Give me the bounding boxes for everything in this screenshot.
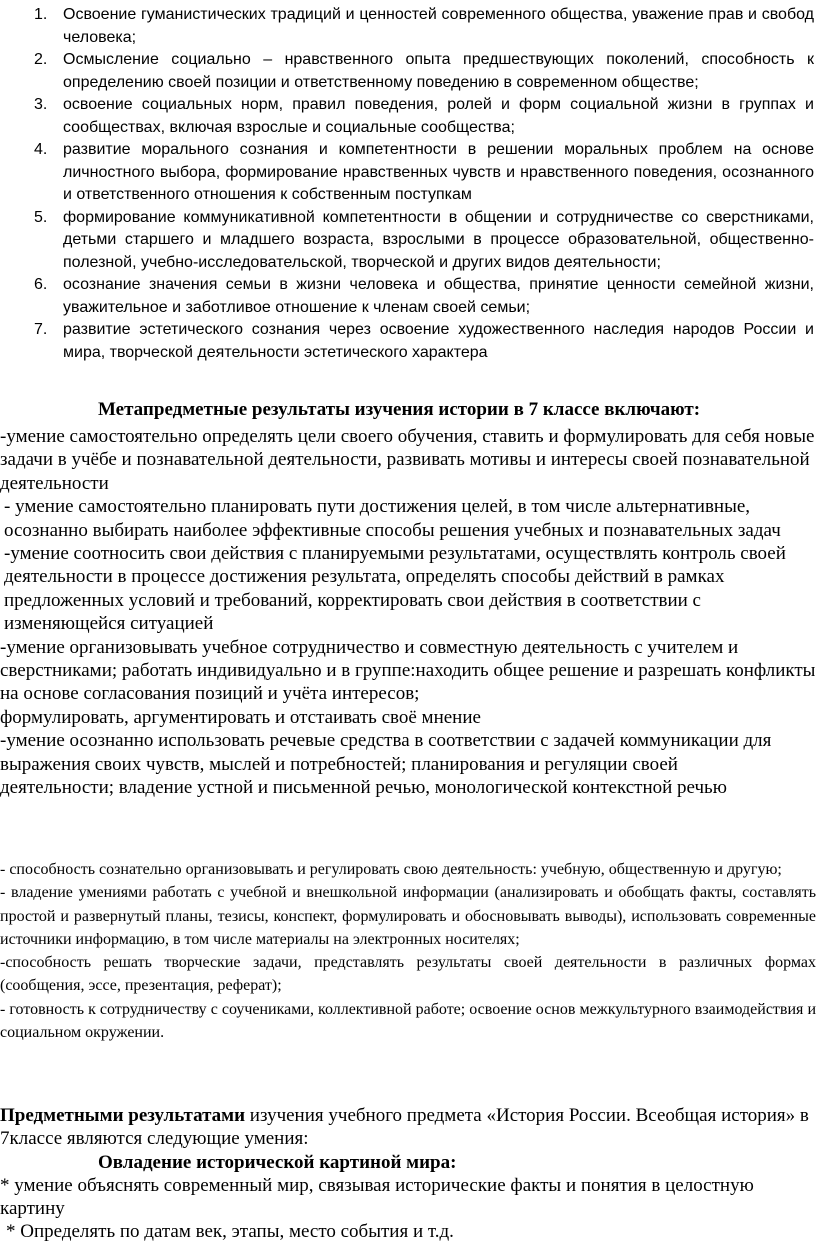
meta-results-block (0, 425, 816, 800)
meta-paragraph: - умение самостоятельно планировать пути достижения целей, в том числе альтернативные, осознанно выбирать наиболее эффективные способы решения учебных и познавательных задач (4, 496, 781, 541)
list-item (0, 319, 816, 364)
list-item-text: Освоение гуманистических традиций и ценностей современного общества, уважение прав и свобод человека; (63, 6, 814, 46)
list-number: 3. (34, 96, 48, 113)
subject-intro (0, 1104, 816, 1151)
personal-results-list (0, 4, 816, 364)
list-item (0, 4, 816, 49)
meta-paragraph: -умение соотносить свои действия с планируемыми результатами, осуществлять контроль своей деятельности в процессе достижения результата, определять способы действий в рамках предложенных условий и требований, корректировать свои действия в соответствии с изменяющейся ситуацией (4, 543, 786, 635)
meta-small-paragraph: -способность решать творческие задачи, представлять результаты своей деятельности в различных формах (сообщения, эссе, презентация, реферат); (0, 954, 816, 995)
list-item-text: Осмысление социально – нравственного опыта предшествующих поколений, способность к определению своей позиции и ответственному поведению в современном обществе; (63, 51, 814, 91)
subject-intro-rest: изучения учебного предмета «История России. Всеобщая история» в 7классе являются следующие умения: (0, 1105, 809, 1150)
list-item (0, 274, 816, 319)
meta-paragraph: деятельности; владение устной и письменной речью, монологической контекстной речью (0, 777, 727, 799)
list-number: 5. (34, 208, 48, 226)
list-item-text: развитие морального сознания и компетентности в решении моральных проблем на основе личностного выбора, формирование нравственных чувств и нравственного поведения, осознанного и ответственного отношения к собственным поступкам (63, 141, 814, 203)
meta-paragraph: -умение осознанно использовать речевые средства в соответствии с задачей коммуникации для выражения своих чувств, мыслей и потребностей; планирования и регуляции своей (0, 730, 772, 775)
meta-small-paragraph: - способность сознательно организовывать и регулировать свою деятельность: учебную, общественную и другую; (0, 861, 782, 878)
list-number: 1. (34, 6, 48, 23)
list-item-text: развитие эстетического сознания через освоение художественного наследия народов России и мира, творческой деятельности эстетического характера (63, 321, 814, 361)
meta-small-paragraph: - готовность к сотрудничеству с соучениками, коллективной работе; освоение основ межкультурного взаимодействия и социальном окружении. (0, 1000, 816, 1042)
meta-paragraph: -умение организовывать учебное сотрудничество и совместную деятельность с учителем и сверстниками; работать индивидуально и в группе:находить общее решение и разрешать конфликты на основе согласования позиций и учёта интересов; (0, 636, 816, 705)
list-number: 4. (34, 141, 48, 158)
subject-results-block (0, 1104, 816, 1244)
meta-paragraph: -умение самостоятельно определять цели своего обучения, ставить и формулировать для себя новые задачи в учёбе и познавательной деятельности, развивать мотивы и интересы своей познавательной деятельности (0, 426, 815, 494)
list-item-text: осознание значения семьи в жизни человека и общества, принятие ценности семейной жизни, уважительное и заботливое отношение к членам своей семьи; (63, 276, 814, 316)
list-number: 6. (34, 276, 48, 293)
list-item-text: формирование коммуникативной компетентности в общении и сотрудничестве со сверстниками, детьми старшего и младшего возраста, взрослыми в процессе образовательной, общественно-полезной, учебно-исследовательской, творческой и других видов деятельности; (63, 208, 814, 271)
list-item (0, 207, 816, 275)
list-item (0, 94, 816, 139)
meta-paragraph: формулировать, аргументировать и отстаивать своё мнение (0, 706, 481, 728)
subject-item: * Определять по датам век, этапы, место события и т.д. (6, 1221, 454, 1243)
meta-small-paragraph: - владение умениями работать с учебной и внешкольной информации (анализировать и обобщать факты, составлять простой и развернутый планы, тезисы, конспект, формулировать и обосновывать выводы), использовать современные источники информацию, в том числе материалы на электронных носителях; (0, 884, 816, 948)
list-item-text: освоение социальных норм, правил поведения, ролей и форм социальной жизни в группах и сообществах, включая взрослые и социальные сообщества; (63, 96, 814, 136)
list-item (0, 139, 816, 207)
subject-intro-bold: Предметными результатами (0, 1105, 246, 1126)
list-item (0, 49, 816, 94)
subject-sub-heading: Овладение исторической картиной мира: (98, 1151, 457, 1173)
meta-results-small-block (0, 858, 816, 1044)
list-number: 7. (34, 321, 48, 338)
subject-item: * умение объяснять современный мир, связывая исторические факты и понятия в целостную картину (0, 1174, 754, 1220)
list-number: 2. (34, 51, 48, 68)
meta-heading-text: Метапредметные результаты изучения истории в 7 классе включают: (98, 399, 701, 420)
